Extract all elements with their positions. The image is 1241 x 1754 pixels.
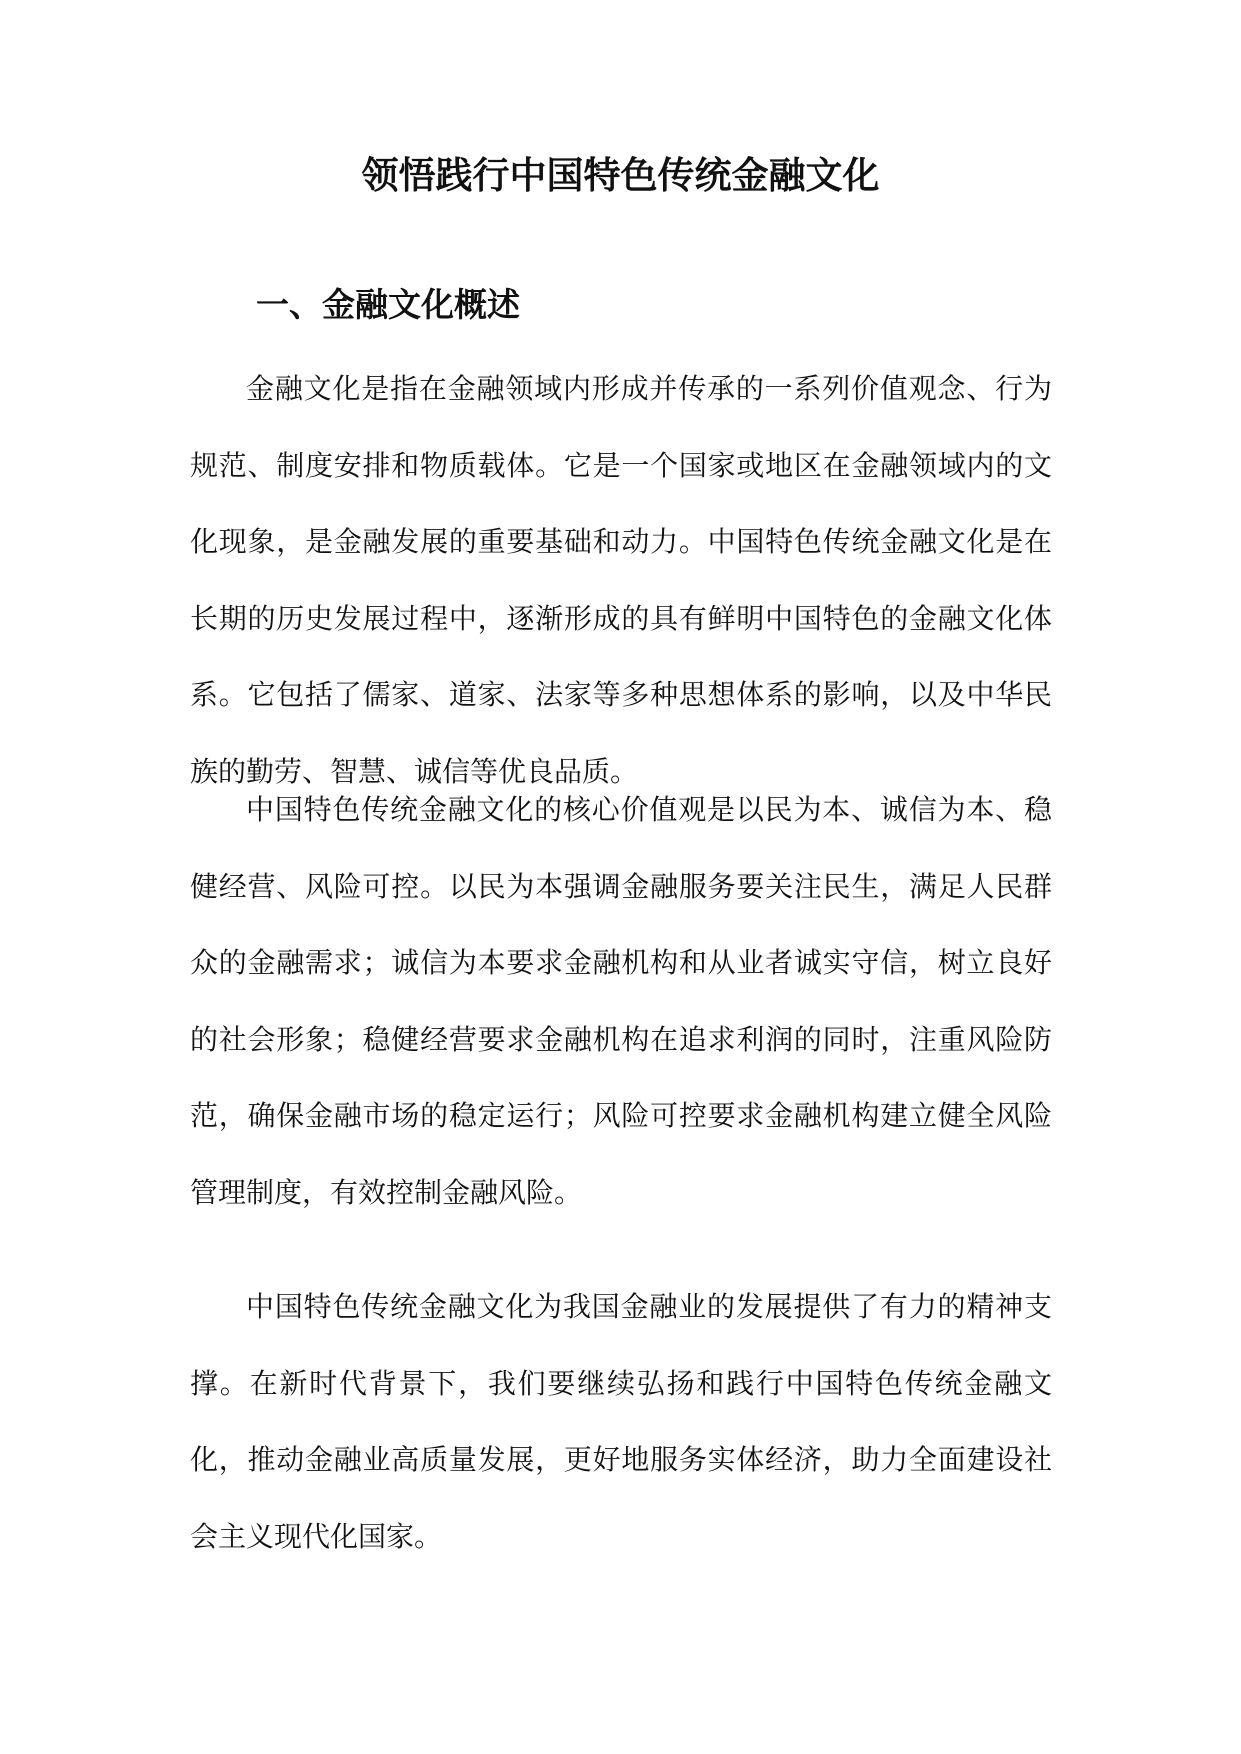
- body-paragraph: 中国特色传统金融文化为我国金融业的发展提供了有力的精神支撑。在新时代背景下，我们要继续弘扬和践行中国特色传统金融文化，推动金融业高质量发展，更好地服务实体经济，助力全面建设社会主义现代化国家。: [190, 1290, 1052, 1553]
- section-heading: 一、金融文化概述: [256, 285, 520, 324]
- body-paragraph: 中国特色传统金融文化的核心价值观是以民为本、诚信为本、稳健经营、风险可控。以民为本强调金融服务要关注民生，满足人民群众的金融需求；诚信为本要求金融机构和从业者诚实守信，树立良好的社会形象；稳健经营要求金融机构在追求利润的同时，注重风险防范，确保金融市场的稳定运行；风险可控要求金融机构建立健全风险管理制度，有效控制金融风险。: [190, 793, 1052, 1209]
- document-title: 领悟践行中国特色传统金融文化: [361, 153, 880, 197]
- body-paragraph: 金融文化是指在金融领域内形成并传承的一系列价值观念、行为规范、制度安排和物质载体。它是一个国家或地区在金融领域内的文化现象，是金融发展的重要基础和动力。中国特色传统金融文化是在长期的历史发展过程中，逐渐形成的具有鲜明中国特色的金融文化体系。它包括了儒家、道家、法家等多种思想体系的影响，以及中华民族的勤劳、智慧、诚信等优良品质。: [190, 372, 1052, 788]
